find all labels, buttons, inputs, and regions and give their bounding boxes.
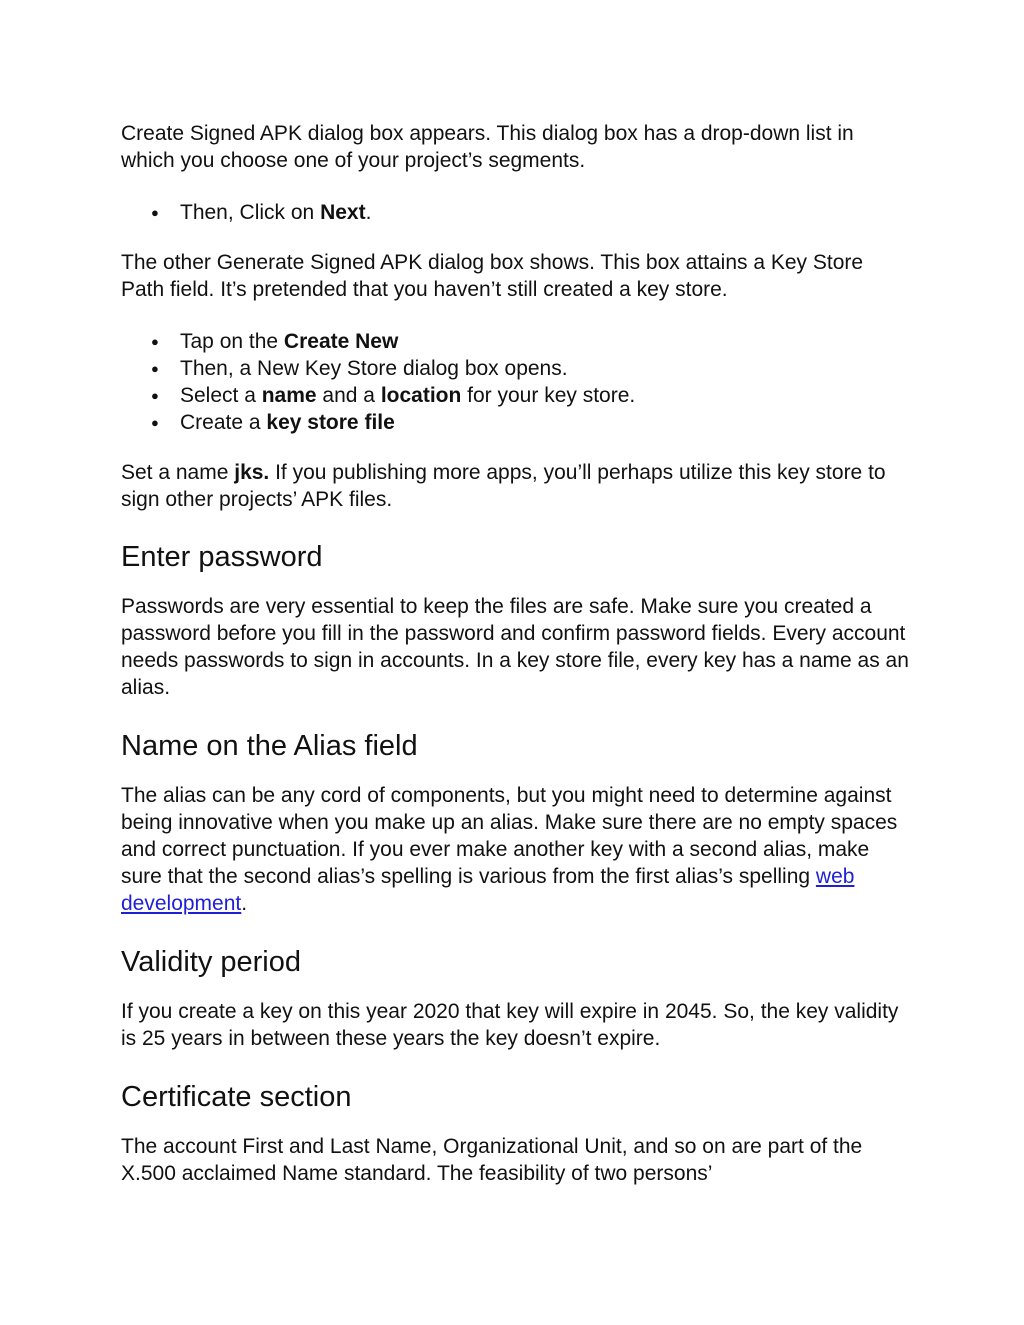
paragraph-text: If you publishing more apps, you’ll perhaps utilize this key store to sign other projects’ APK files.	[121, 461, 886, 511]
list-item-bold: location	[380, 384, 462, 407]
list-item-bold: name	[261, 384, 317, 407]
paragraph-bold: jks.	[234, 461, 270, 484]
paragraph-text: Set a name	[121, 461, 235, 484]
list-item-bold: Create New	[283, 330, 399, 353]
list-item	[121, 199, 911, 226]
list-item-bold: Next	[320, 201, 366, 224]
section-heading-alias: Name on the Alias field	[121, 730, 418, 762]
bullet-icon: ●	[151, 388, 159, 403]
list-item-text: for your key store.	[461, 384, 636, 407]
section-heading-password: Enter password	[121, 541, 323, 573]
paragraph-text: The alias can be any cord of components, but you might need to determine against being innovative when you make up an alias. Make sure there are no empty spaces and correct punctuation. If you ever make another key with a second alias, make sure that the second alias’s spelling is various from the first alias’s spelling	[121, 784, 898, 888]
list-item-text: Then, a New Key Store dialog box opens.	[180, 357, 568, 380]
bullet-list-2	[121, 328, 911, 436]
section-body-certificate: The account First and Last Name, Organizational Unit, and so on are part of the X.500 acclaimed Name standard. The feasibility of two persons’	[121, 1135, 863, 1185]
paragraph-text: .	[241, 892, 248, 915]
bullet-icon: ●	[151, 334, 159, 349]
list-item	[121, 355, 911, 382]
list-item	[121, 382, 911, 409]
intro-paragraph-1: Create Signed APK dialog box appears. This dialog box has a drop-down list in which you choose one of your project’s segments.	[121, 122, 854, 172]
bullet-icon: ●	[151, 415, 159, 430]
section-body-alias	[121, 782, 911, 917]
bullet-list-1	[121, 199, 911, 226]
intro-paragraph-3	[121, 459, 911, 513]
list-item	[121, 328, 911, 355]
list-item	[121, 409, 911, 436]
section-body-password: Passwords are very essential to keep the files are safe. Make sure you created a password before you fill in the password and confirm password fields. Every account needs passwords to sign in accounts. In a key store file, every key has a name as an alias.	[121, 595, 909, 699]
intro-paragraph-2: The other Generate Signed APK dialog box shows. This box attains a Key Store Path field. It’s pretended that you haven’t still created a key store.	[121, 251, 864, 301]
document-page	[121, 120, 911, 1187]
list-item-text: Tap on the	[180, 330, 284, 353]
list-item-text: Create a	[180, 411, 267, 434]
list-item-text: Then, Click on	[180, 201, 321, 224]
section-heading-validity: Validity period	[121, 946, 302, 978]
list-item-text: .	[365, 201, 372, 224]
bullet-icon: ●	[151, 205, 159, 220]
bullet-icon: ●	[151, 361, 159, 376]
section-heading-certificate: Certificate section	[121, 1081, 352, 1113]
list-item-text: Select a	[180, 384, 262, 407]
section-body-validity: If you create a key on this year 2020 that key will expire in 2045. So, the key validity is 25 years in between these years the key doesn’t expire.	[121, 1000, 899, 1050]
list-item-text: and a	[316, 384, 381, 407]
web-development-link[interactable]: web development	[121, 865, 855, 915]
list-item-bold: key store file	[266, 411, 395, 434]
